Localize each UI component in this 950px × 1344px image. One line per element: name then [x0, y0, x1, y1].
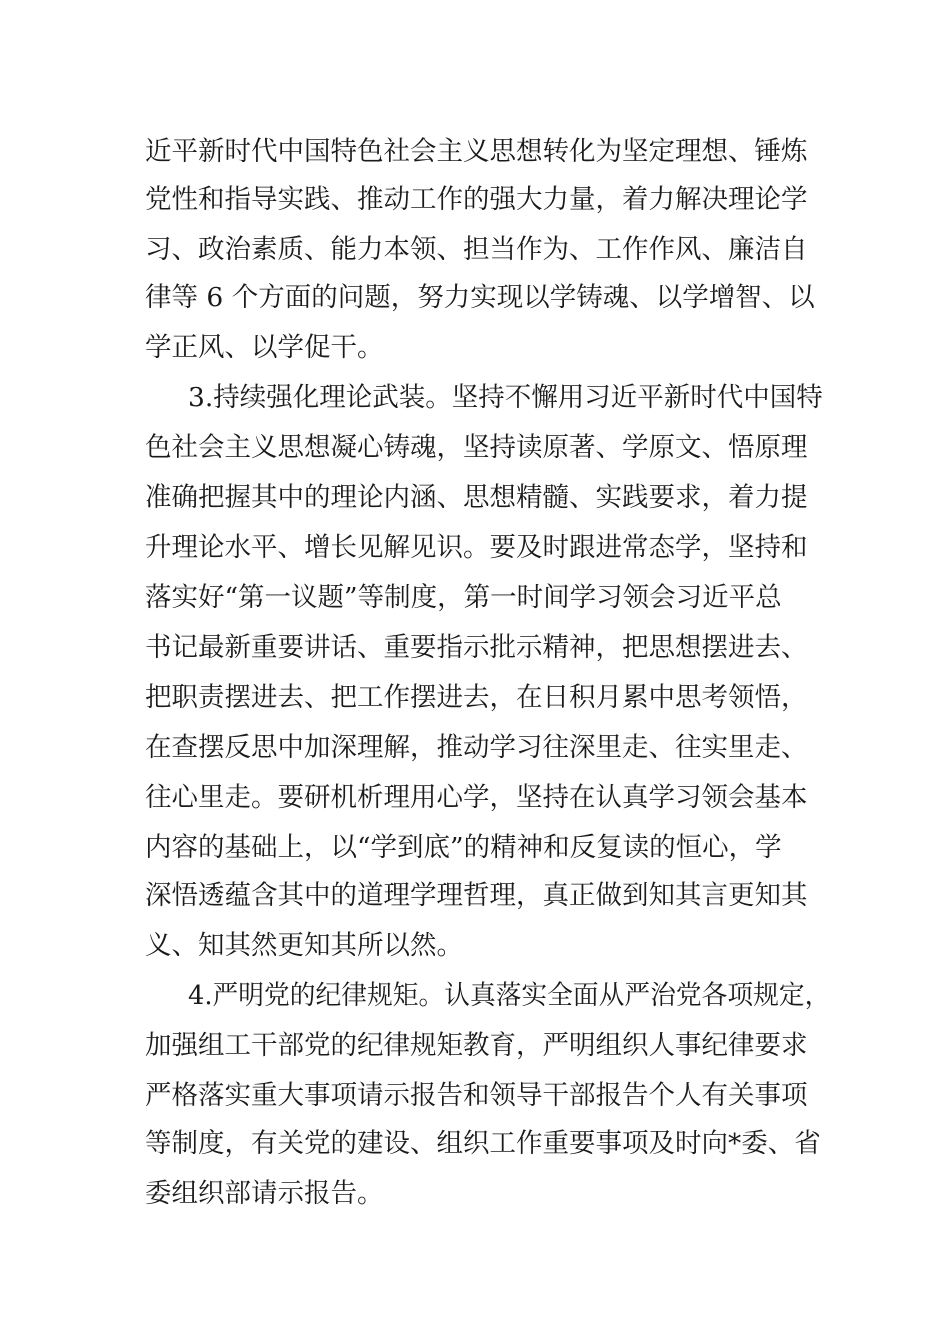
text-line: 习、政治素质、能力本领、担当作为、工作作风、廉洁自 [145, 234, 808, 265]
text-line: 学正风、以学促干。 [145, 332, 384, 363]
text-line: 近平新时代中国特色社会主义思想转化为坚定理想、锤炼 [145, 136, 808, 167]
text-line: 书记最新重要讲话、重要指示批示精神，把思想摆进去、 [145, 632, 808, 663]
text-line: 加强组工干部党的纪律规矩教育，严明组织人事纪律要求 [145, 1030, 808, 1061]
text-line: 升理论水平、增长见解见识。要及时跟进常态学，坚持和 [145, 532, 808, 563]
section-heading-3: 3.持续强化理论武装。坚持不懈用习近平新时代中国特 [188, 382, 823, 413]
text-line: 落实好“第一议题”等制度，第一时间学习领会习近平总 [145, 582, 782, 613]
text-line: 严格落实重大事项请示报告和领导干部报告个人有关事项 [145, 1080, 808, 1111]
text-line: 色社会主义思想凝心铸魂，坚持读原著、学原文、悟原理 [145, 432, 808, 463]
text-line: 准确把握其中的理论内涵、思想精髓、实践要求，着力提 [145, 482, 808, 513]
text-line: 等制度，有关党的建设、组织工作重要事项及时向*委、省 [145, 1128, 821, 1159]
section-heading-4: 4.严明党的纪律规矩。认真落实全面从严治党各项规定， [188, 980, 831, 1011]
text-line: 委组织部请示报告。 [145, 1178, 384, 1209]
text-line: 把职责摆进去、把工作摆进去，在日积月累中思考领悟， [145, 682, 808, 713]
text-line: 律等 6 个方面的问题，努力实现以学铸魂、以学增智、以 [145, 282, 815, 313]
text-line: 内容的基础上，以“学到底”的精神和反复读的恒心，学 [145, 832, 782, 863]
text-line: 深悟透蕴含其中的道理学理哲理，真正做到知其言更知其 [145, 880, 808, 911]
text-line: 义、知其然更知其所以然。 [145, 930, 463, 961]
text-line: 在查摆反思中加深理解，推动学习往深里走、往实里走、 [145, 732, 808, 763]
text-line: 往心里走。要研机析理用心学，坚持在认真学习领会基本 [145, 782, 808, 813]
text-line: 党性和指导实践、推动工作的强大力量，着力解决理论学 [145, 184, 808, 215]
